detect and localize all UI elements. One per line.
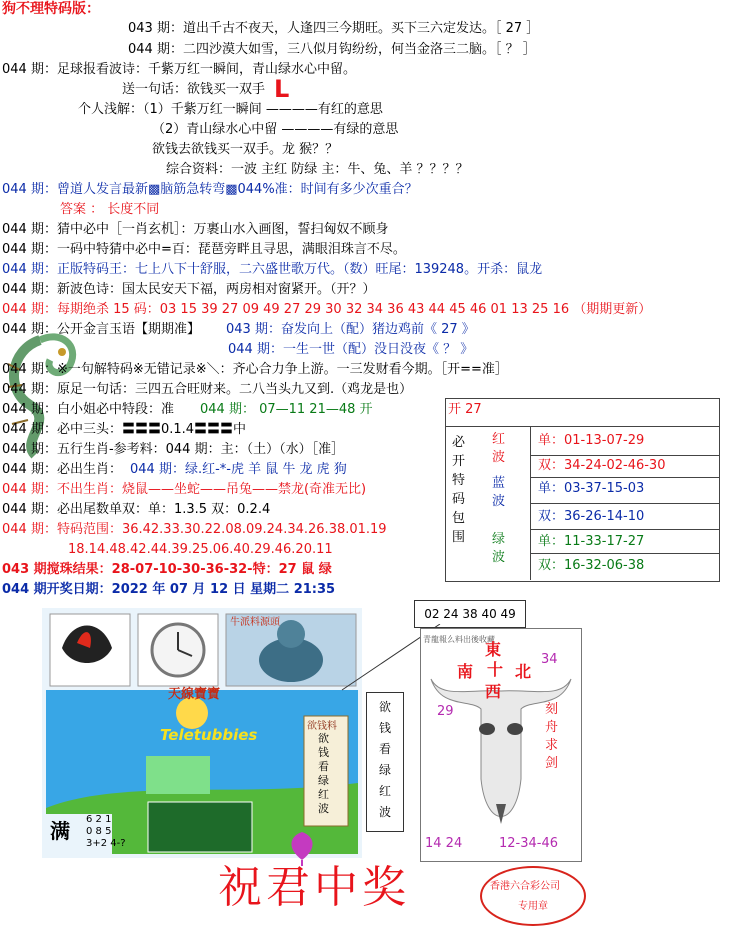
number-34: 34 [541, 652, 558, 667]
code-encirclement-panel [445, 398, 720, 582]
poster-number-list: 6 2 1 0 8 5 3+2 4-? [86, 814, 126, 849]
bull-skull-image [420, 628, 582, 862]
line-white-lady: 044 期：白小姐必中特段：准 [2, 402, 174, 417]
line-range-1: 044 期：特码范围：36.42.33.30.22.08.09.24.34.26.38.01.19 [2, 522, 387, 537]
vertical-red-idiom: 刻 舟 求 剑 [545, 702, 559, 771]
panel-open-number: 开 27 [448, 402, 482, 417]
page-title: 狗不理特码版： [2, 1, 100, 17]
numbers-callout: 02 24 38 40 49 [414, 600, 526, 628]
panel-row-6: 双：16-32-06-38 [538, 558, 645, 573]
line-range-2: 18.14.48.42.44.39.25.06.40.29.46.20.11 [68, 542, 333, 557]
line-personal-1: 个人浅解：（1）千紫万红一瞬间 ————有红的意思 [78, 102, 383, 117]
line-one-sentence: 044 期：※一句解特码※无错记录※＼：齐心合力争上游。一三发财看今期。［开==准］ [2, 362, 508, 377]
line-must-zodiac-list: 044 期：绿.红-*-虎 羊 鼠 牛 龙 虎 狗 [130, 462, 347, 477]
line-summary: 综合资料：一波 主红 防绿 主：牛、兔、羊 ？？？？ [166, 162, 469, 177]
compass-south: 南 [457, 662, 474, 681]
line-personal-3: 欲钱去欲钱买一双手。龙 猴？？ [152, 142, 339, 157]
line-send-phrase: 送一句话：欲钱买一双手 [122, 82, 266, 97]
panel-red-wave: 红 波 [492, 432, 506, 465]
line-draw-date: 044 期开奖日期：2022 年 07 月 12 日 星期二 21:35 [2, 582, 336, 597]
line-riddle: 044 期：曾道人发言最新▩脑筋急转弯▩044%准：时间有多少次重合？ [2, 182, 418, 197]
panel-row-5: 单：11-33-17-27 [538, 534, 645, 549]
teletubbies-poster [42, 608, 362, 858]
line-football-poem: 044 期：足球报看波诗：千紫万红一瞬间，青山绿水心中留。 [2, 62, 356, 77]
poster-man-char: 满 [50, 819, 70, 843]
panel-left-title: 必 开 特 码 包 围 [452, 435, 466, 545]
compass-center: 十 [487, 660, 504, 679]
bottom-numbers-right: 12-34-46 [499, 836, 559, 851]
vertical-callout: 欲 钱 看 绿 红 波 [366, 692, 404, 832]
compass-west: 西 [485, 682, 502, 701]
flower-icon [280, 826, 324, 866]
line-zodiac-riddle: 044 期：猜中必中［一肖玄机］：万裹山水入画图，誓扫匈奴不顾身 [2, 222, 389, 237]
panel-row-3: 单：03-37-15-03 [538, 481, 645, 496]
line-tail-odd-even: 044 期：必出尾数单双：单：1.3.5 双：0.2.4 [2, 502, 271, 517]
line-king: 044 期：正版特码王：七上八下十舒服，二六盛世歌万代。（数）旺尾：139248。开杀：鼠龙 [2, 262, 543, 277]
panel-row-2: 双：34-24-02-46-30 [538, 458, 666, 473]
line-044-match: 044 期：一生一世（配）没日没夜《 ？ 》 [228, 342, 474, 357]
panel-row-4: 双：36-26-14-10 [538, 509, 645, 524]
panel-row-1: 单：01-13-07-29 [538, 433, 645, 448]
red-l-mark: L [274, 75, 290, 103]
bottom-numbers-left: 14 24 [425, 836, 463, 851]
line-five-elements: 044 期：五行生肖-参考料：044 期：主：（土）（水）［准］ [2, 442, 345, 457]
line-answer: 答案 ： 长度不同 [60, 202, 160, 217]
poster-top-tag: 牛派料源頭 [230, 617, 280, 628]
line-kill-15: 044 期：每期绝杀 15 码：03 15 39 27 09 49 27 29 30 32 34 36 43 44 45 46 01 13 25 16 （期期更新） [2, 302, 652, 317]
line-personal-2: （2）青山绿水心中留 ————有绿的意思 [152, 122, 399, 137]
line-gold-words: 044 期：公开金言玉语【期期准】 [2, 322, 200, 337]
line-044-poem: 044 期：二四沙漠大如雪，三八似月钩纷纷，何当金洛三二脑。［ ？ ］ [128, 42, 536, 57]
compass-east: 東 [485, 640, 502, 659]
poster-card-label: 欲钱料 [307, 721, 337, 732]
line-must-zodiac: 044 期：必出生肖： [2, 462, 122, 477]
line-wave-poem: 044 期：新波色诗：国太民安天下福，两房相对窗紧开。（开？） [2, 282, 376, 297]
poster-card-text: 欲 钱 看 绿 红 波 [318, 732, 329, 815]
poster-title: 天線寶寶 [168, 687, 221, 702]
line-result-043: 043 期搅珠结果：28-07-10-30-36-32-特：27 鼠 绿 [2, 562, 332, 577]
line-043-poem: 043 期：道出千古不夜天，人逢四三今期旺。买下三六定发达。［ 27 ］ [128, 21, 540, 36]
line-043-match: 043 期：奋发向上（配）猪边鸡前《 27 》 [226, 322, 475, 337]
line-not-zodiac: 044 期：不出生肖：烧鼠——坐蛇——吊兔——禁龙(奇准无比) [2, 482, 367, 497]
number-29: 29 [437, 704, 454, 719]
compass-north: 北 [515, 662, 532, 681]
panel-green-wave: 绿 波 [492, 532, 506, 565]
line-one-code: 044 期：一码中特猜中必中=百：琵琶旁畔且寻思，满眼泪珠言不尽。 [2, 242, 406, 257]
line-original: 044 期：原足一句话：三四五合旺财来。二八当头九又到.（鸡龙是也） [2, 382, 413, 397]
official-stamp: 香港六合彩公司 专用章 [480, 866, 586, 926]
line-white-lady-range: 044 期： 07—11 21—48 开 [200, 402, 373, 417]
poster-teletubbies-logo: Teletubbies [160, 726, 258, 744]
skull-caption: 青龍報么料出後收藏 [423, 635, 495, 644]
panel-blue-wave: 蓝 波 [492, 476, 506, 509]
blessing-text: 祝君中奖 [218, 862, 410, 913]
line-three-heads: 044 期：必中三头：〓〓〓0.1.4〓〓〓中 [2, 422, 247, 437]
